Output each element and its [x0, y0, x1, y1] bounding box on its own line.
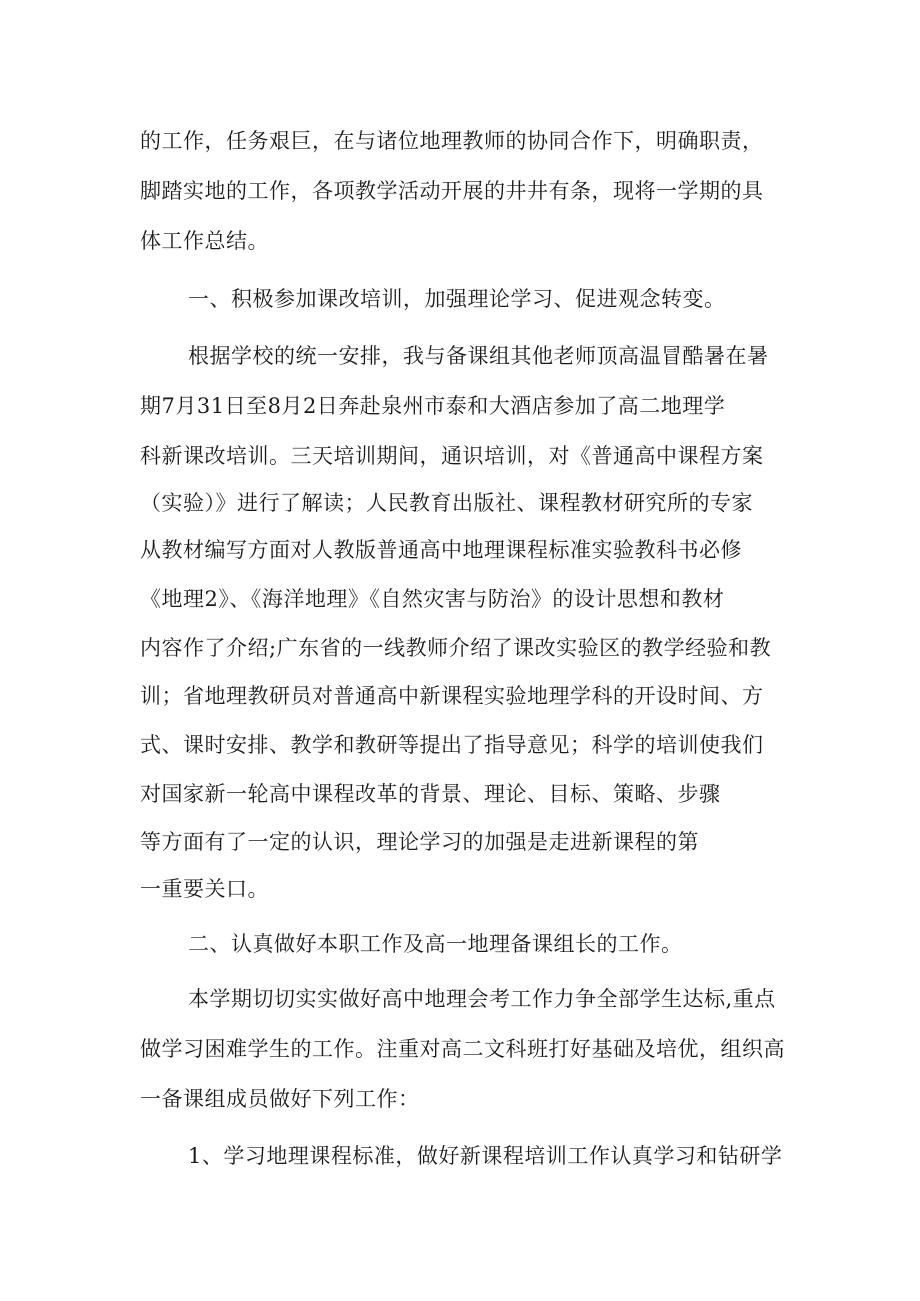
text-line: 根据学校的统一安排，我与备课组其他老师顶高温冒酷暑在暑 — [188, 344, 769, 368]
text-line: （实验）》进行了解读；人民教育出版社、课程教材研究所的专家 — [140, 491, 753, 515]
text-line: 的工作，任务艰巨，在与诸位地理教师的协同合作下，明确职责， — [140, 129, 764, 153]
text-line: 等方面有了一定的认识，理论学习的加强是走进新课程的第 — [140, 830, 699, 854]
section-heading: 一、积极参加课改培训，加强理论学习、促进观念转变。 — [188, 287, 726, 311]
list-item: 1、学习地理课程标准，做好新课程培训工作认真学习和钻研学 — [188, 1144, 783, 1168]
text-line: 科新课改培训。三天培训期间，通识培训，对《普通高中课程方案 — [140, 444, 764, 468]
text-line: 体工作总结。 — [140, 229, 269, 253]
text-line: 脚踏实地的工作，各项教学活动开展的井井有条，现将一学期的具 — [140, 179, 764, 203]
text-line: 一备课组成员做好下列工作： — [140, 1087, 420, 1111]
text-line: 《地理2》、《海洋地理》《自然灾害与防治》的设计思想和教材 — [140, 587, 725, 611]
text-line: 一重要关口。 — [140, 877, 269, 901]
text-line: 本学期切切实实做好高中地理会考工作力争全部学生达标,重点 — [188, 987, 776, 1011]
text-line: 从教材编写方面对人教版普通高中地理课程标准实验教科书必修 — [140, 538, 742, 562]
text-line: 内容作了介绍;广东省的一线教师介绍了课改实验区的教学经验和教 — [140, 636, 772, 660]
text-line: 式、课时安排、教学和教研等提出了指导意见；科学的培训使我们 — [140, 733, 764, 757]
text-line: 对国家新一轮高中课程改革的背景、理论、目标、策略、步骤 — [140, 782, 721, 806]
text-line: 做学习困难学生的工作。注重对高二文科班打好基础及培优，组织高 — [140, 1037, 785, 1061]
section-heading: 二、认真做好本职工作及高一地理备课组长的工作。 — [188, 932, 683, 956]
text-line: 训；省地理教研员对普通高中新课程实验地理学科的开设时间、方 — [140, 684, 764, 708]
text-line: 期7月31日至8月2日奔赴泉州市泰和大酒店参加了高二地理学 — [140, 394, 726, 418]
